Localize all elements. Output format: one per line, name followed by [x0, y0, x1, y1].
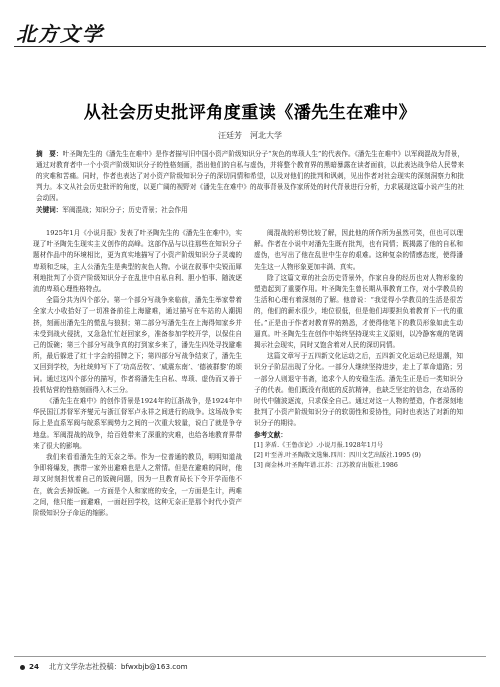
paragraph: 我们来看看潘先生的无奈之举。作为一位普通的教员，明明知道战争即将爆发，携带一家外出避难也是人之常情。但是在避难的同时，他却又时刻担忧着自己的饭碗问题，因为一旦教育局长下令开学而他不在，就会丢掉饭碗。一方面是个人和家庭的安全，一方面是生计，两难之间，他只能一面避难，一面赶回学校，这种无奈正是那个时代小资产阶级知识分子命运的缩影。: [33, 453, 242, 518]
abstract-label: 摘 要：: [36, 150, 63, 158]
right-column: [254, 228, 463, 471]
paragraph: 除了这篇文章的社会历史背景外，作家自身的经历也对人物形象的塑造起到了重要作用。叶圣陶先生曾长期从事教育工作，对小学教员的生活和心理有着深刻的了解。他曾说：“我觉得小学教员的生活是很苦的，他们的薪水很少，地位很低，但是他们却要担负着教育下一代的重任。”正是由于作者对教育界的熟悉，才使得他笔下的教员形象如此生动逼真。叶圣陶先生在创作中始终坚持现实主义原则，以冷静客观的笔调揭示社会现实，同时又饱含着对人民的深切同情。: [254, 273, 463, 350]
abstract-text: 叶圣陶先生的《潘先生在难中》是作者描写旧中国小资产阶级知识分子“灰色的卑琐人生”的代表作。《潘先生在难中》以军阀混战为背景，通过对教育者中一个小资产阶级知识分子的性格刻画，指出他们的自私与虚伪，并将整个教育界的黑暗暴露在读者面前，以此表达战争给人民带来的灾难和苦痛。同时，作者也表达了对小资产阶级知识分子的深切同情和希望，以及对他们的批判和讽刺，见出作者对社会现实的深刻洞察力和批判力。本文从社会历史批评的角度，以更广阔的视野对《潘先生在难中》的故事背景及作家所处的时代背景进行分析，力求展现这篇小说产生的社会动因。: [36, 150, 465, 202]
page-number: 24: [29, 662, 40, 671]
reference-item: [3] 商金林.叶圣陶年谱.江苏：江苏教育出版社.1986: [254, 461, 398, 469]
paragraph: 全篇分共为四个部分。第一个部分写战争来临前，潘先生举家带着全家大小收拾好了一切准备前往上海避难，通过描写在车站的人潮拥挤，刻画出潘先生的慌乱与狼狈；第二部分写潘先生在上海得知家乡并未受到战火侵扰，又急急忙忙赶回家乡，准备参加学校开学，以保住自己的饭碗；第三个部分写战争真的打到家乡来了，潘先生四处寻找避难所，最后躲进了红十字会的招牌之下；第四部分写战争结束了，潘先生又回到学校，为杜统帅写下了‘功高岳牧’、‘威震东南’、‘德被群黎’的颂词。通过这四个部分的描写，作者将潘先生自私、卑琐、虚伪而又善于投机钻营的性格刻画得入木三分。: [33, 296, 242, 394]
keywords: [36, 205, 464, 215]
header-rule: [14, 46, 486, 47]
article-title: 从社会历史批评角度重读《潘先生在难中》: [83, 103, 417, 123]
keywords-label: 关键词：: [36, 206, 63, 214]
paragraph: 《潘先生在难中》的创作背景是1924年的江浙战争，是1924年中华民国江苏督军齐燮元与浙江督军卢永祥之间进行的战争。这场战争实际上是直系军阀与皖系军阀势力之间的一次重大较量，说白了就是争夺地盘。军阀混战的战争，给百姓带来了深重的灾难，也给各地教育界带来了很大的影响。: [33, 397, 242, 450]
abstract: [36, 149, 464, 204]
journal-contact: 北方文学杂志社投稿：bfwxbjb@163.com: [49, 662, 188, 671]
paragraph: 1925年1月《小说月报》发表了叶圣陶先生的《潘先生在难中》，实现了叶圣陶先生现实主义创作的高峰。这部作品与以往那些在知识分子题材作品中的环境相比，更为真实地描写了小资产阶级知识分子灵魂的卑琐和乏味，主人公潘先生是典型的灰色人物。小说在叙事中尖锐而犀利地批判了小资产阶级知识分子在乱世中自私自利、胆小怕事、随波逐流的卑琐心理性格特点。: [33, 229, 242, 294]
reference-item: [1] 茅盾.《王鲁彦论》.小说月报.1928年1月号: [254, 441, 384, 449]
page-footer: [20, 662, 188, 672]
article-byline: 汪廷芳 河北大学: [218, 131, 282, 140]
left-column: [33, 228, 242, 519]
keywords-text: 军阀混战；知识分子；历史背景；社会作用: [62, 206, 188, 214]
paragraph: 阀混战的形势比较了解，因此他的所作所为虽然可笑，但也可以理解。作者在小说中对潘先生既有批判，也有同情；既揭露了他的自私和虚伪，也写出了他在乱世中生存的艰难。这种复杂的情感态度，使得潘先生这一人物形象更加丰满、真实。: [254, 229, 463, 271]
references-title: 参考文献：: [254, 430, 287, 439]
footer-rule: [14, 656, 486, 657]
paragraph: 这篇文章写于五四新文化运动之后，五四新文化运动已经退潮，知识分子阶层出现了分化。一部分人继续坚持进步，走上了革命道路；另一部分人则退守书斋，追求个人的安稳生活。潘先生正是后一类知识分子的代表。他们既没有彻底的反抗精神，也缺乏坚定的信念，在动荡的时代中随波逐流，只求保全自己。通过对这一人物的塑造，作者深刻地批判了小资产阶级知识分子的软弱性和妥协性，同时也表达了对新的知识分子的期待。: [254, 352, 463, 428]
bullet-icon: [20, 665, 25, 670]
reference-item: [2] 叶至善.叶圣陶散文选集.四川：四川文艺出版社.1995 (9): [254, 451, 421, 459]
journal-logo: 北方文学: [16, 22, 104, 46]
